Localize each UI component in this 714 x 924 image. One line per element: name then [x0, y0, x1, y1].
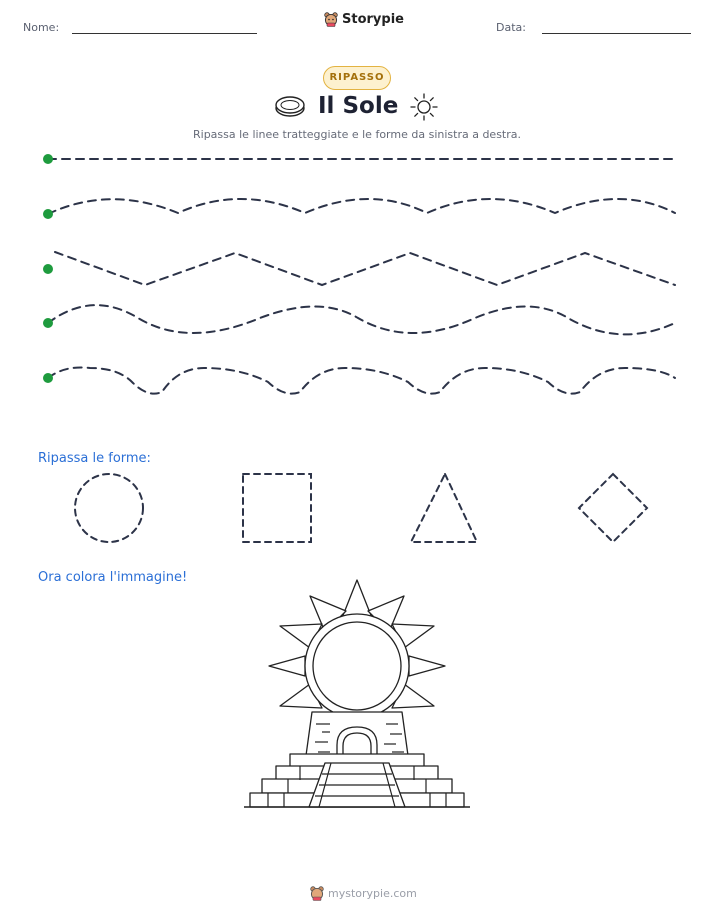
sun-inner-disc — [313, 622, 401, 710]
page-title: Il Sole — [318, 93, 399, 119]
bear-mascot-icon — [310, 886, 324, 901]
brand-name: Storypie — [342, 12, 404, 27]
instructions: Ripassa le linee tratteggiate e le forme da sinistra a destra. — [193, 128, 521, 141]
date-label: Data: — [496, 21, 526, 34]
footer — [310, 886, 417, 901]
sun-ray — [342, 580, 372, 618]
name-label: Nome: — [23, 21, 60, 34]
review-badge: RIPASSO — [323, 66, 391, 90]
shapes-section-title: Ripassa le forme: — [38, 451, 151, 466]
footer-url[interactable]: mystorypie.com — [328, 887, 417, 900]
sun-ray — [409, 656, 445, 676]
color-section-title: Ora colora l'immagine! — [38, 570, 188, 585]
sun-ray — [269, 656, 305, 676]
